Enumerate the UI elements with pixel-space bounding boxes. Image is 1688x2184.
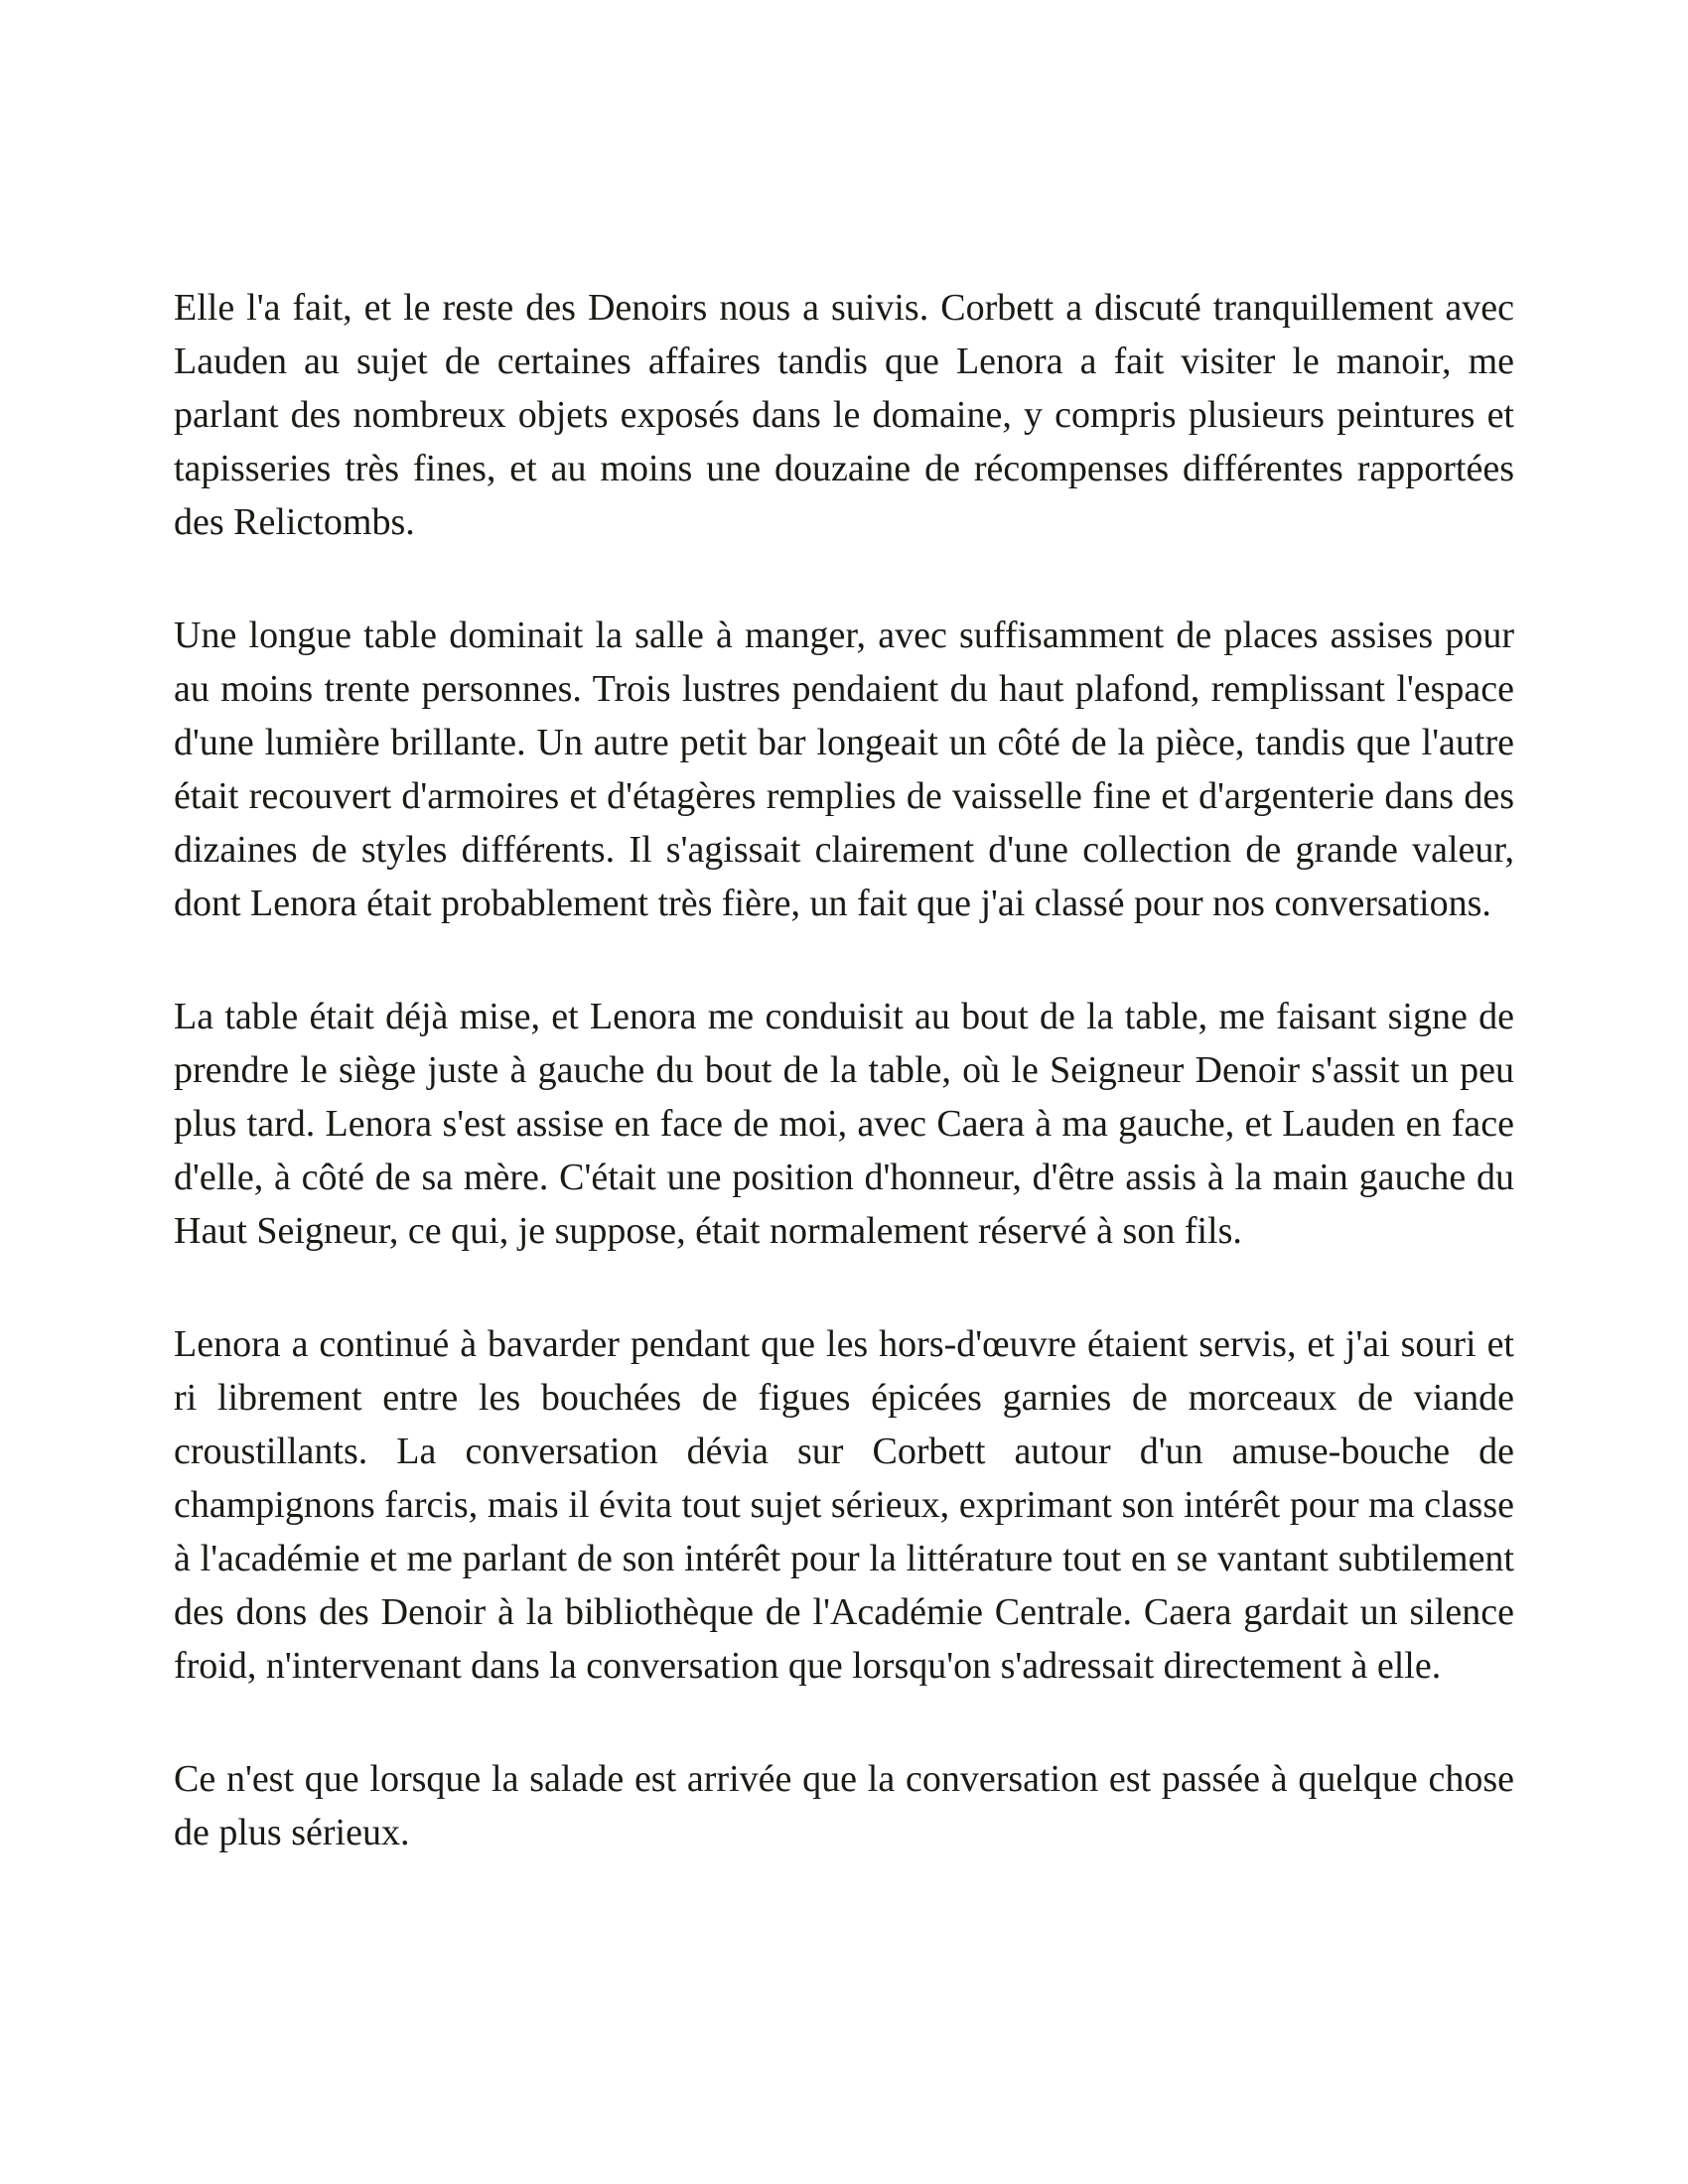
paragraph-2: Une longue table dominait la salle à manger, avec suffisamment de places assises pour au moins trente personnes. Trois lustres pendaient du haut plafond, remplissant l'espace d'une lumière brillante. Un autre petit bar longeait un côté de la pièce, tandis que l'autre était recouvert d'armoires et d'étagères remplies de vaisselle fine et d'argenterie dans des dizaines de styles différents. Il s'agissait clairement d'une collection de grande valeur, dont Lenora était probablement très fière, un fait que j'ai classé pour nos conversations. xyxy=(174,614,1514,924)
paragraph-4: Lenora a continué à bavarder pendant que les hors-d'œuvre étaient servis, et j'ai souri et ri librement entre les bouchées de figues épicées garnies de morceaux de viande croustillants. La conversation dévia sur Corbett autour d'un amuse-bouche de champignons farcis, mais il évita tout sujet sérieux, exprimant son intérêt pour ma classe à l'académie et me parlant de son intérêt pour la littérature tout en se vantant subtilement des dons des Denoir à la bibliothèque de l'Académie Centrale. Caera gardait un silence froid, n'intervenant dans la conversation que lorsqu'on s'adressait directement à elle. xyxy=(174,1323,1514,1687)
text-content xyxy=(174,281,1514,1859)
paragraph-3: La table était déjà mise, et Lenora me conduisit au bout de la table, me faisant signe de prendre le siège juste à gauche du bout de la table, où le Seigneur Denoir s'assit un peu plus tard. Lenora s'est assise en face de moi, avec Caera à ma gauche, et Lauden en face d'elle, à côté de sa mère. C'était une position d'honneur, d'être assis à la main gauche du Haut Seigneur, ce qui, je suppose, était normalement réservé à son fils. xyxy=(174,996,1514,1252)
paragraph-1: Elle l'a fait, et le reste des Denoirs nous a suivis. Corbett a discuté tranquillement avec Lauden au sujet de certaines affaires tandis que Lenora a fait visiter le manoir, me parlant des nombreux objets exposés dans le domaine, y compris plusieurs peintures et tapisseries très fines, et au moins une douzaine de récompenses différentes rapportées des Relictombs. xyxy=(174,287,1514,543)
paragraph-5: Ce n'est que lorsque la salade est arrivée que la conversation est passée à quelque chose de plus sérieux. xyxy=(174,1758,1514,1853)
